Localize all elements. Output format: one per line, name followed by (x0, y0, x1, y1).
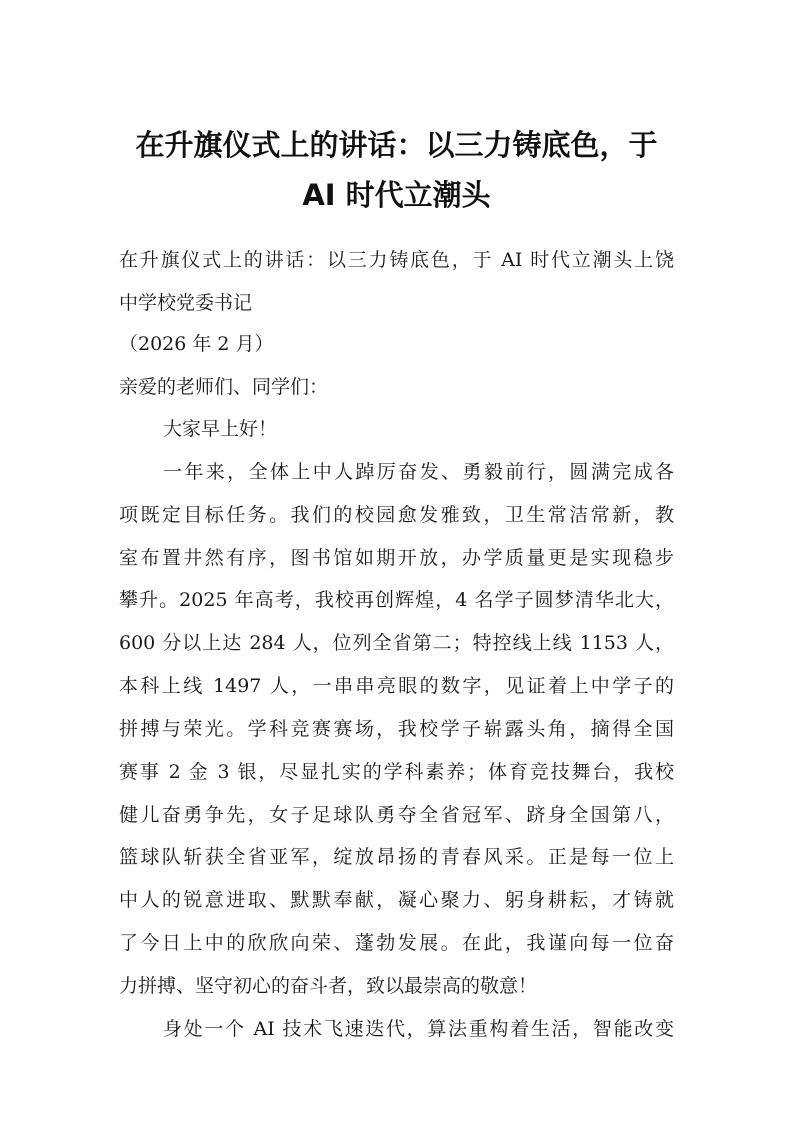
paragraph-1-line: 一年来，全体上中人踔厉奋发、勇毅前行，圆满完成各 (163, 461, 674, 483)
paragraph-1-line: 拼搏与荣光。学科竞赛赛场，我校学子崭露头角，摘得全国 (119, 718, 674, 740)
paragraph-1-line: 项既定目标任务。我们的校园愈发雅致，卫生常洁常新，教 (119, 504, 674, 526)
paragraph-1-line: 篮球队斩获全省亚军，绽放昂扬的青春风采。正是每一位上 (119, 846, 674, 868)
paragraph-1-line: 中人的锐意进取、默默奉献，凝心聚力、躬身耕耘，才铸就 (119, 889, 674, 911)
document-title-line-2: AI 时代立潮头 (302, 178, 491, 212)
paragraph-1-line: 力拼搏、坚守初心的奋斗者，致以最崇高的敬意！ (119, 975, 538, 997)
byline-line-1: 在升旗仪式上的讲话：以三力铸底色，于 AI 时代立潮头上饶 (119, 249, 674, 271)
greeting: 大家早上好！ (163, 418, 278, 440)
paragraph-1-line: 了今日上中的欣欣向荣、蓬勃发展。在此，我谨向每一位奋 (119, 932, 674, 954)
byline-line-2: 中学校党委书记 (119, 292, 253, 314)
document-title-line-1: 在升旗仪式上的讲话：以三力铸底色，于 (135, 128, 658, 162)
salutation: 亲爱的老师们、同学们： (119, 376, 329, 398)
paragraph-1-line: 室布置井然有序，图书馆如期开放，办学质量更是实现稳步 (119, 547, 674, 569)
paragraph-1-line: 攀升。2025 年高考，我校再创辉煌，4 名学子圆梦清华北大， (119, 589, 674, 611)
speech-date: （2026 年 2 月） (119, 333, 274, 355)
paragraph-1-line: 健儿奋勇争先，女子足球队勇夺全省冠军、跻身全国第八， (119, 804, 674, 826)
paragraph-2-line: 身处一个 AI 技术飞速迭代，算法重构着生活，智能改变 (163, 1018, 674, 1040)
paragraph-1-line: 本科上线 1497 人，一串串亮眼的数字，见证着上中学子的 (119, 675, 674, 697)
paragraph-1-line: 赛事 2 金 3 银，尽显扎实的学科素养；体育竞技舞台，我校 (119, 761, 674, 783)
paragraph-1-line: 600 分以上达 284 人，位列全省第二；特控线上线 1153 人， (119, 632, 674, 654)
